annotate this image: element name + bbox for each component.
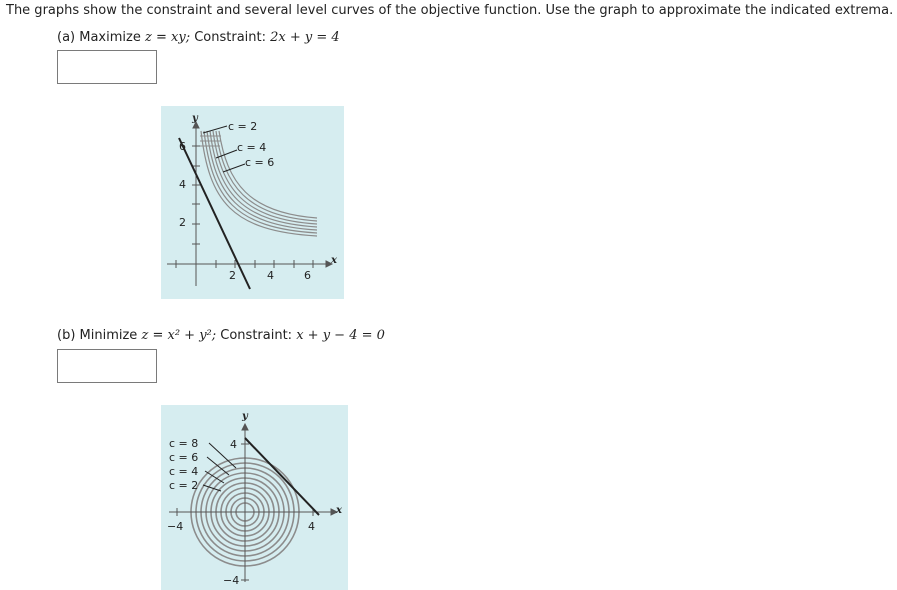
part-b-y-axis-label: y (242, 411, 248, 422)
part-b-y-tick-label: 4 (230, 438, 237, 451)
part-b-graph (161, 405, 348, 590)
part-a-x-tick-label: 2 (229, 269, 236, 282)
part-a-curve-label: c = 2 (228, 120, 258, 133)
part-a-y-tick-label: 2 (179, 216, 186, 229)
part-a-y-tick-label: 6 (179, 140, 186, 153)
part-b-graph-background (161, 405, 348, 590)
part-a-x-axis-label: x (331, 255, 337, 266)
part-a-x-tick-label: 6 (304, 269, 311, 282)
part-b-curve-label: c = 2 (169, 479, 199, 492)
part-b-curve-label: c = 6 (169, 451, 199, 464)
part-b-prompt: (b) Minimize z = x² + y²; Constraint: x + y − 4 = 0 (57, 328, 385, 343)
part-b-answer-input[interactable] (57, 349, 157, 383)
part-a-curve-label: c = 4 (237, 141, 267, 154)
part-a-curve-label: c = 6 (245, 156, 275, 169)
part-b-x-tick-label: 4 (308, 520, 315, 533)
part-a-y-tick-label: 4 (179, 178, 186, 191)
part-b-x-tick-label: −4 (167, 520, 184, 533)
part-b-label: (b) Minimize (57, 328, 138, 343)
instructions-text: The graphs show the constraint and several level curves of the objective function. Use the graph to approximate the indicated extrema. (6, 3, 894, 18)
part-b-constraint-label: Constraint: (220, 328, 293, 343)
part-b-constraint: x + y − 4 = 0 (296, 328, 385, 343)
part-a-y-axis-label: y (192, 113, 198, 124)
part-a-prompt: (a) Maximize z = xy; Constraint: 2x + y = 4 (57, 30, 340, 45)
part-a-constraint-label: Constraint: (194, 30, 266, 45)
part-a-graph (161, 106, 344, 299)
part-a-constraint: 2x + y = 4 (270, 30, 340, 45)
part-b-objective-lhs: z (141, 328, 149, 343)
part-b-y-tick-label: −4 (223, 574, 240, 587)
part-b-x-axis-label: x (336, 505, 342, 516)
part-a-objective-lhs: z (144, 30, 152, 45)
part-a-objective-rhs: xy; (171, 30, 191, 45)
part-b-objective-rhs: x² + y²; (167, 328, 217, 343)
part-a-answer-input[interactable] (57, 50, 157, 84)
part-a-label: (a) Maximize (57, 30, 141, 45)
part-b-curve-label: c = 8 (169, 437, 199, 450)
part-b-curve-label: c = 4 (169, 465, 199, 478)
part-a-x-tick-label: 4 (267, 269, 274, 282)
